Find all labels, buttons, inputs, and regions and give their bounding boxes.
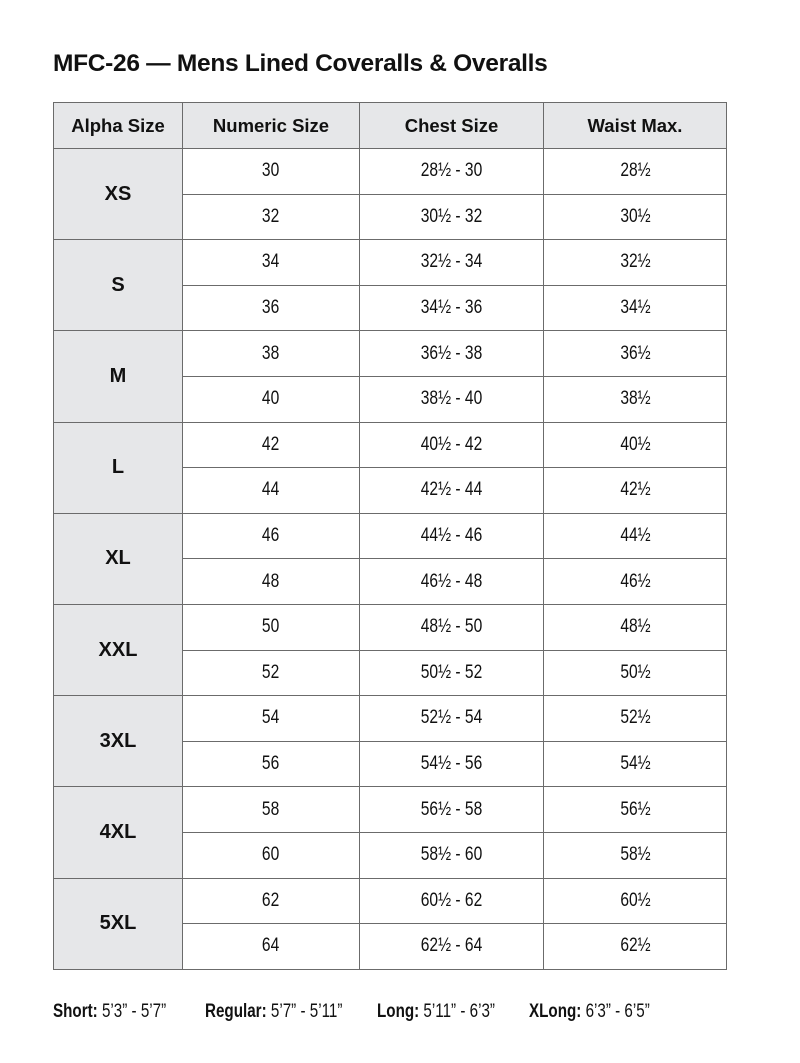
table-row — [54, 604, 727, 650]
waist-value: 34½ — [619, 297, 651, 319]
numeric-value: 42 — [262, 433, 280, 455]
numeric-value: 30 — [262, 160, 280, 182]
numeric-value: 50 — [262, 616, 280, 638]
numeric-value: 52 — [262, 661, 280, 683]
header-waist-max: Waist Max. — [544, 103, 727, 149]
header-chest-size: Chest Size — [360, 103, 544, 149]
fit-label: Regular: — [205, 1001, 267, 1022]
numeric-cell — [183, 604, 360, 650]
waist-cell — [544, 878, 727, 924]
waist-cell — [544, 559, 727, 605]
chest-value: 50½ - 52 — [420, 661, 483, 683]
table-row — [54, 149, 727, 195]
chest-cell — [360, 604, 544, 650]
waist-value: 62½ — [619, 935, 651, 957]
chest-value: 36½ - 38 — [420, 342, 483, 364]
chest-cell — [360, 513, 544, 559]
numeric-cell — [183, 194, 360, 240]
table-row — [54, 331, 727, 377]
waist-cell — [544, 422, 727, 468]
chest-value: 28½ - 30 — [420, 160, 483, 182]
chest-cell — [360, 285, 544, 331]
numeric-value: 56 — [262, 753, 280, 775]
chest-value: 42½ - 44 — [420, 479, 483, 501]
waist-value: 40½ — [619, 433, 651, 455]
chest-value: 32½ - 34 — [420, 251, 483, 273]
chest-value: 58½ - 60 — [420, 844, 483, 866]
waist-cell — [544, 741, 727, 787]
alpha-size-cell: XS — [54, 149, 183, 240]
numeric-value: 58 — [262, 798, 280, 820]
fit-long — [377, 1001, 495, 1023]
numeric-cell — [183, 559, 360, 605]
waist-value: 44½ — [619, 525, 651, 547]
chest-value: 46½ - 48 — [420, 570, 483, 592]
table-header-row — [54, 103, 727, 149]
waist-cell — [544, 832, 727, 878]
waist-value: 30½ — [619, 205, 651, 227]
waist-cell — [544, 924, 727, 970]
chest-value: 38½ - 40 — [420, 388, 483, 410]
waist-cell — [544, 194, 727, 240]
numeric-value: 46 — [262, 525, 280, 547]
chest-value: 52½ - 54 — [420, 707, 483, 729]
fit-range: 6’3” - 6’5” — [581, 1001, 650, 1022]
chest-cell — [360, 468, 544, 514]
numeric-value: 62 — [262, 889, 280, 911]
numeric-value: 40 — [262, 388, 280, 410]
alpha-size-cell: XXL — [54, 604, 183, 695]
waist-value: 42½ — [619, 479, 651, 501]
chest-value: 56½ - 58 — [420, 798, 483, 820]
alpha-size-cell: 5XL — [54, 878, 183, 969]
numeric-cell — [183, 285, 360, 331]
chest-value: 44½ - 46 — [420, 525, 483, 547]
fit-range: 5’7” - 5’11” — [266, 1001, 343, 1022]
chest-value: 60½ - 62 — [420, 889, 483, 911]
fit-lengths-legend — [53, 1001, 753, 1031]
numeric-cell — [183, 422, 360, 468]
size-table-body — [54, 149, 727, 970]
waist-cell — [544, 650, 727, 696]
numeric-value: 38 — [262, 342, 280, 364]
alpha-size-cell: 3XL — [54, 696, 183, 787]
fit-label: XLong: — [529, 1001, 582, 1022]
fit-regular — [205, 1001, 342, 1023]
numeric-value: 36 — [262, 297, 280, 319]
waist-cell — [544, 376, 727, 422]
alpha-size-cell: S — [54, 240, 183, 331]
numeric-cell — [183, 468, 360, 514]
numeric-cell — [183, 331, 360, 377]
waist-value: 28½ — [619, 160, 651, 182]
chest-value: 62½ - 64 — [420, 935, 483, 957]
chest-cell — [360, 832, 544, 878]
numeric-cell — [183, 149, 360, 195]
chest-value: 40½ - 42 — [420, 433, 483, 455]
numeric-cell — [183, 376, 360, 422]
fit-short — [53, 1001, 166, 1023]
numeric-cell — [183, 832, 360, 878]
waist-value: 36½ — [619, 342, 651, 364]
chest-cell — [360, 422, 544, 468]
chest-value: 30½ - 32 — [420, 205, 483, 227]
numeric-value: 54 — [262, 707, 280, 729]
fit-range: 5’11” - 6’3” — [419, 1001, 495, 1022]
numeric-cell — [183, 924, 360, 970]
numeric-cell — [183, 650, 360, 696]
table-row — [54, 878, 727, 924]
waist-value: 48½ — [619, 616, 651, 638]
numeric-cell — [183, 513, 360, 559]
alpha-size-cell: L — [54, 422, 183, 513]
waist-cell — [544, 468, 727, 514]
chest-cell — [360, 331, 544, 377]
chest-cell — [360, 149, 544, 195]
waist-cell — [544, 240, 727, 286]
numeric-value: 32 — [262, 205, 280, 227]
chest-cell — [360, 696, 544, 742]
waist-value: 50½ — [619, 661, 651, 683]
numeric-cell — [183, 696, 360, 742]
chest-cell — [360, 924, 544, 970]
waist-value: 56½ — [619, 798, 651, 820]
waist-value: 46½ — [619, 570, 651, 592]
waist-value: 60½ — [619, 889, 651, 911]
waist-value: 52½ — [619, 707, 651, 729]
numeric-value: 60 — [262, 844, 280, 866]
numeric-cell — [183, 741, 360, 787]
waist-cell — [544, 696, 727, 742]
waist-cell — [544, 787, 727, 833]
table-row — [54, 240, 727, 286]
chest-value: 48½ - 50 — [420, 616, 483, 638]
size-chart-table — [53, 102, 727, 970]
fit-label: Short: — [53, 1001, 98, 1022]
numeric-cell — [183, 787, 360, 833]
chest-value: 54½ - 56 — [420, 753, 483, 775]
table-row — [54, 422, 727, 468]
fit-xlong — [529, 1001, 650, 1023]
chest-cell — [360, 878, 544, 924]
waist-value: 58½ — [619, 844, 651, 866]
chest-cell — [360, 741, 544, 787]
numeric-value: 34 — [262, 251, 280, 273]
table-row — [54, 696, 727, 742]
waist-value: 32½ — [619, 251, 651, 273]
chest-cell — [360, 559, 544, 605]
numeric-value: 48 — [262, 570, 280, 592]
waist-cell — [544, 285, 727, 331]
header-numeric-size: Numeric Size — [183, 103, 360, 149]
chest-cell — [360, 240, 544, 286]
fit-range: 5’3” - 5’7” — [97, 1001, 167, 1022]
waist-cell — [544, 513, 727, 559]
table-row — [54, 787, 727, 833]
waist-value: 38½ — [619, 388, 651, 410]
fit-label: Long: — [377, 1001, 420, 1022]
alpha-size-cell: XL — [54, 513, 183, 604]
numeric-value: 64 — [262, 935, 280, 957]
numeric-cell — [183, 240, 360, 286]
waist-cell — [544, 604, 727, 650]
chest-cell — [360, 194, 544, 240]
waist-cell — [544, 149, 727, 195]
numeric-cell — [183, 878, 360, 924]
table-row — [54, 513, 727, 559]
waist-value: 54½ — [619, 753, 651, 775]
alpha-size-cell: M — [54, 331, 183, 422]
chest-cell — [360, 650, 544, 696]
waist-cell — [544, 331, 727, 377]
alpha-size-cell: 4XL — [54, 787, 183, 878]
chest-value: 34½ - 36 — [420, 297, 483, 319]
chest-cell — [360, 787, 544, 833]
header-alpha-size: Alpha Size — [54, 103, 183, 149]
numeric-value: 44 — [262, 479, 280, 501]
page-title: MFC-26 — Mens Lined Coveralls & Overalls — [53, 50, 548, 77]
chest-cell — [360, 376, 544, 422]
